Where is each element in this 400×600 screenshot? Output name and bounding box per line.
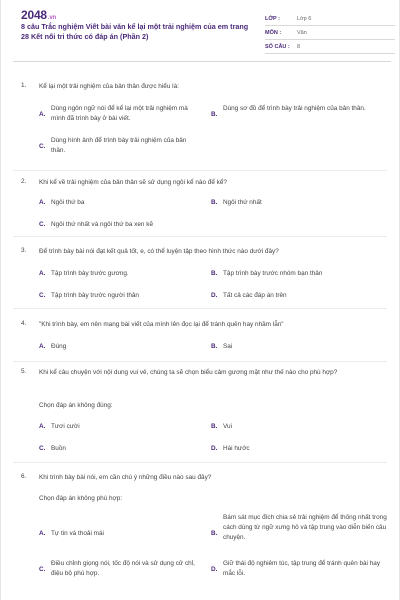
question-text: Khi kể câu chuyện với nội dung vui vẻ, chúng ta sẽ chọn biểu cảm gương mặt như thế nào cho phù hợp? xyxy=(39,369,338,376)
question-text: Khi trình bày bài nói, em cần chú ý những điều nào sau đây? xyxy=(39,474,212,481)
question-number: 4. xyxy=(21,320,27,327)
option-text: Tươi cười xyxy=(51,423,80,430)
question-1 xyxy=(13,82,387,162)
option-letter: C. xyxy=(39,143,46,150)
question-divider xyxy=(13,170,387,171)
option-letter: D. xyxy=(211,292,218,299)
meta-value: Lớp 6 xyxy=(297,15,312,22)
question-6 xyxy=(13,473,387,600)
meta-table xyxy=(265,12,395,54)
question-4 xyxy=(13,320,387,360)
option-letter: A. xyxy=(39,199,46,206)
option-letter: B. xyxy=(211,111,218,118)
option-letter: B. xyxy=(211,343,218,350)
question-text: Khi kể về trải nghiệm của bản thân sẽ sử dụng ngôi kể nào để kể? xyxy=(39,179,227,186)
option-letter: B. xyxy=(211,199,218,206)
question-number: 3. xyxy=(21,247,27,254)
meta-label: SỐ CÂU : xyxy=(265,43,290,50)
logo-main: 2048 xyxy=(21,8,47,22)
meta-value: Văn xyxy=(297,29,307,36)
option-text: Ngôi thứ nhất và ngôi thứ ba xen kẽ xyxy=(51,221,153,228)
option-letter: C. xyxy=(39,566,46,573)
option-text: Dùng hình ảnh để trình bày trải nghiệm của bản thân. xyxy=(51,137,187,154)
question-divider xyxy=(13,462,387,463)
option-text: Ngôi thứ nhất xyxy=(223,199,262,206)
question-instruction: Chọn đáp án không đúng: xyxy=(39,402,113,409)
meta-value: 8 xyxy=(297,43,301,50)
option-letter: C. xyxy=(39,221,46,228)
question-5 xyxy=(13,368,387,458)
option-text: Tự tin và thoải mái xyxy=(51,530,104,537)
meta-label: LỚP : xyxy=(265,15,280,22)
question-divider xyxy=(13,361,387,362)
question-text: Để trình bày bài nói đạt kết quả tốt, e, có thể luyện tập theo hình thức nào dưới đây? xyxy=(39,248,279,255)
option-text: Tập trình bày trước người thân xyxy=(51,292,139,299)
meta-row-grade xyxy=(265,12,395,26)
option-text: Bám sát mục đích chia sẻ trải nghiệm để thống nhất trong cách dùng từ ngữ xưng hô và tập trung vào diễn biến câu chuyện. xyxy=(223,514,387,541)
option-letter: B. xyxy=(211,270,218,277)
question-divider xyxy=(13,308,387,309)
worksheet-title: 8 câu Trắc nghiệm Viết bài văn kể lại một trải nghiệm của em trang 28 Kết nối tri thức có đáp án (Phần 2) xyxy=(21,22,249,41)
option-letter: B. xyxy=(211,423,218,430)
option-letter: D. xyxy=(211,445,218,452)
question-number: 5. xyxy=(21,368,27,375)
option-letter: A. xyxy=(39,111,46,118)
worksheet-header xyxy=(13,0,391,62)
question-number: 2. xyxy=(21,178,27,185)
option-letter: A. xyxy=(39,343,46,350)
question-3 xyxy=(13,247,387,307)
question-number: 6. xyxy=(21,473,27,480)
option-letter: C. xyxy=(39,292,46,299)
option-text: Tất cả các đáp án trên xyxy=(223,292,287,299)
option-text: Đúng xyxy=(51,343,67,350)
question-text: Kể lại một trải nghiệm của bản thân được hiểu là: xyxy=(39,83,179,90)
option-letter: A. xyxy=(39,270,46,277)
option-text: Giữ thái độ nghiêm túc, tập trung để tránh quên bài hay mắc lỗi. xyxy=(223,560,381,577)
option-letter: C. xyxy=(39,445,46,452)
question-divider xyxy=(13,236,387,237)
question-text: "Khi trình bày, em nên mang bài viết của mình lên đọc lại để tránh quên hay nhầm lẫn" xyxy=(39,321,284,328)
meta-row-subject xyxy=(265,26,395,40)
meta-label: MÔN : xyxy=(265,29,282,36)
option-letter: A. xyxy=(39,423,46,430)
logo-suffix: .vn xyxy=(47,15,56,21)
option-text: Dùng ngôn ngữ nói để kể lại một trải nghiệm mà mình đã trình bày ở bài viết. xyxy=(51,105,188,122)
option-letter: D. xyxy=(211,566,218,573)
option-text: Vui xyxy=(223,423,232,430)
question-2 xyxy=(13,178,387,238)
option-text: Tập trình bày trước nhóm bạn thân xyxy=(223,270,323,277)
option-letter: A. xyxy=(39,530,46,537)
question-number: 1. xyxy=(21,82,27,89)
question-instruction: Chọn đáp án không phù hợp: xyxy=(39,495,123,502)
option-text: Sai xyxy=(223,343,233,350)
option-text: Buồn xyxy=(51,445,66,452)
option-text: Dùng sơ đồ để trình bày trải nghiệm của bản thân. xyxy=(223,105,366,112)
option-text: Hài hước xyxy=(223,445,250,452)
option-letter: B. xyxy=(211,530,218,537)
option-text: Tập trình bày trước gương. xyxy=(51,270,129,277)
option-text: Ngôi thứ ba xyxy=(51,199,85,206)
meta-row-count xyxy=(265,40,395,54)
option-text: Điều chỉnh giọng nói, tốc độ nói và sử dụng cử chỉ, điệu bộ phù hợp. xyxy=(51,560,195,577)
site-logo[interactable] xyxy=(21,8,56,22)
